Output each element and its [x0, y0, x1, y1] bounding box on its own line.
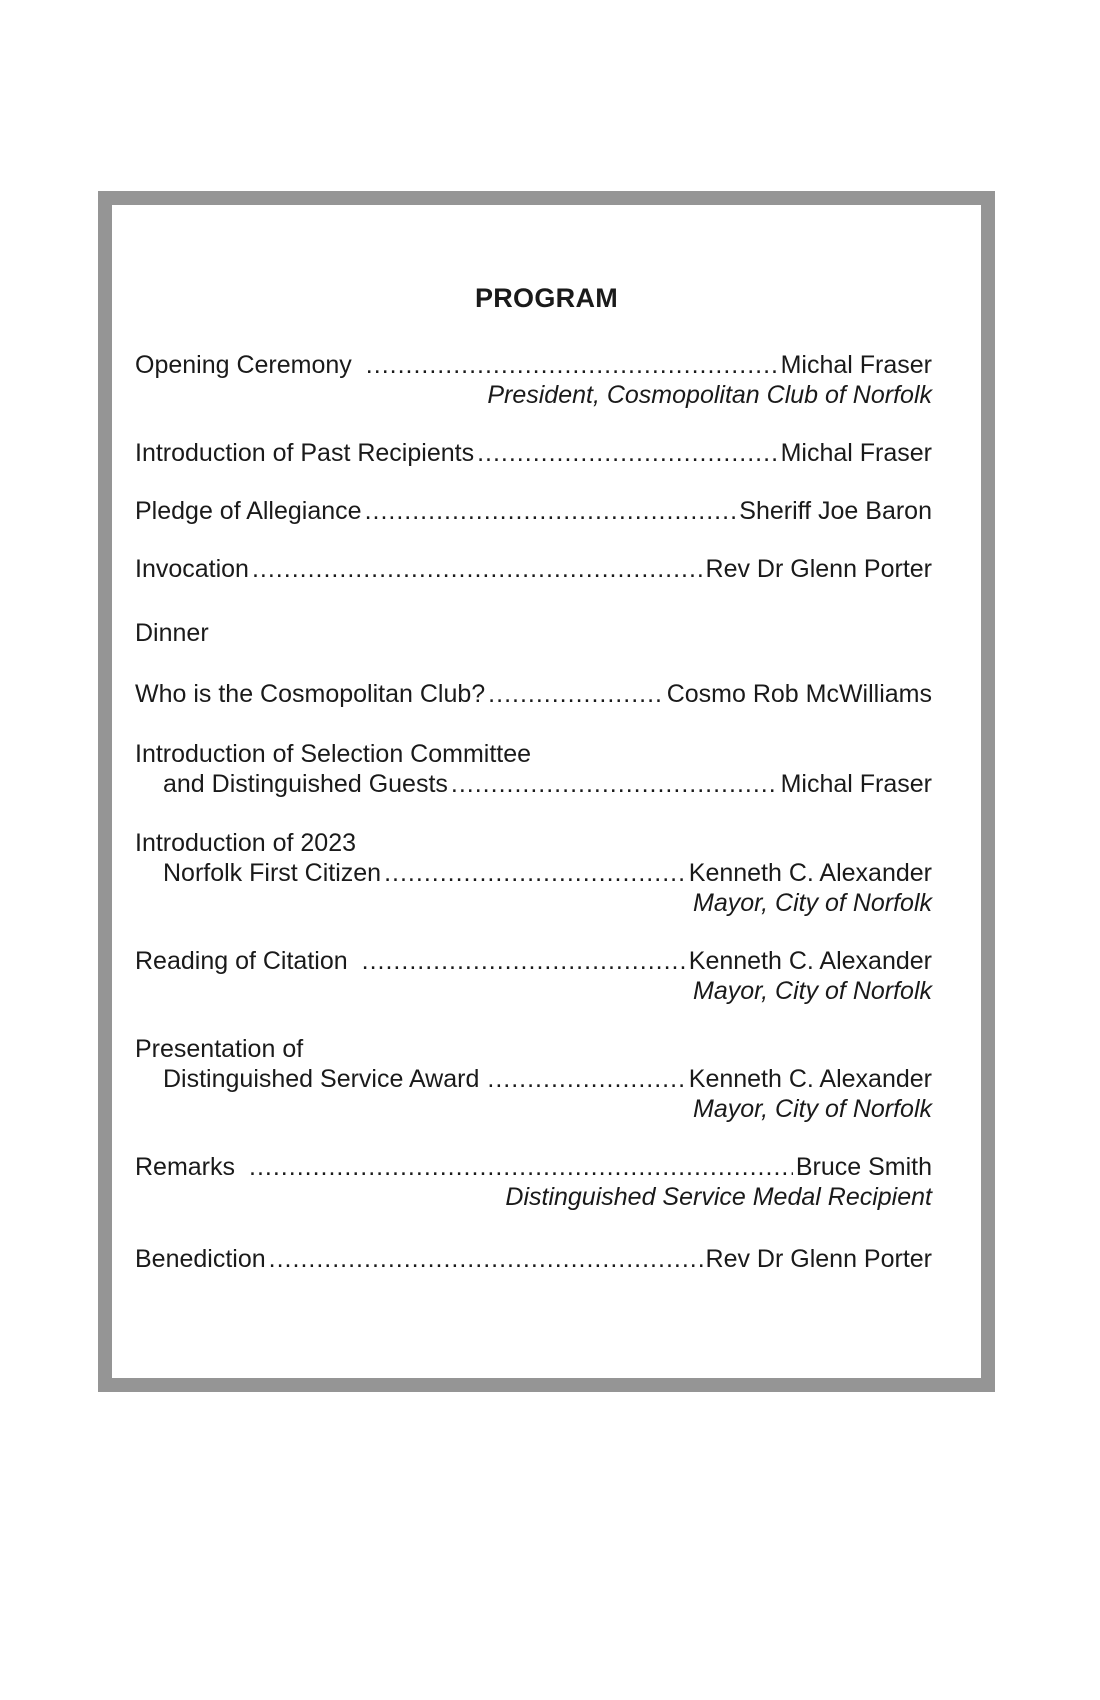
item-presenter: Michal Fraser — [780, 351, 932, 379]
item-label: Pledge of Allegiance — [135, 497, 362, 525]
item-label: Introduction of 2023 — [135, 829, 356, 857]
leader-dots — [365, 496, 737, 526]
item-label: Introduction of Past Recipients — [135, 439, 475, 467]
item-label: Introduction of Selection Committee — [135, 740, 532, 768]
program-item-citation — [135, 946, 932, 1006]
item-presenter-title: Distinguished Service Medal Recipient — [505, 1183, 932, 1211]
item-presenter: Rev Dr Glenn Porter — [705, 555, 932, 583]
leader-dots — [477, 438, 778, 468]
program-list — [98, 191, 995, 1392]
program-item-service-award — [135, 1034, 932, 1124]
item-label: Reading of Citation — [135, 947, 348, 975]
item-label: Remarks — [135, 1153, 236, 1181]
item-label-continued: Distinguished Service Award — [163, 1065, 480, 1093]
program-item-dinner — [135, 618, 932, 648]
leader-dots — [249, 1152, 793, 1182]
item-presenter: Kenneth C. Alexander — [688, 1065, 932, 1093]
leader-dots — [362, 946, 686, 976]
program-item-cosmopolitan-club — [135, 679, 932, 709]
item-presenter-title: Mayor, City of Norfolk — [693, 1095, 932, 1123]
program-title: PROGRAM — [474, 283, 619, 313]
item-presenter: Kenneth C. Alexander — [688, 859, 932, 887]
program-item-benediction — [135, 1244, 932, 1274]
item-label: Dinner — [135, 619, 209, 647]
item-label: Presentation of — [135, 1035, 304, 1063]
item-label-continued: and Distinguished Guests — [163, 770, 448, 798]
leader-dots — [384, 858, 686, 888]
item-presenter: Kenneth C. Alexander — [688, 947, 932, 975]
item-presenter-title: President, Cosmopolitan Club of Norfolk — [487, 381, 932, 409]
leader-dots — [252, 554, 703, 584]
program-item-past-recipients — [135, 438, 932, 468]
item-presenter: Michal Fraser — [780, 439, 932, 467]
item-presenter: Michal Fraser — [780, 770, 932, 798]
program-item-pledge — [135, 496, 932, 526]
item-presenter: Rev Dr Glenn Porter — [705, 1245, 932, 1273]
leader-dots — [487, 1064, 685, 1094]
item-presenter-title: Mayor, City of Norfolk — [693, 889, 932, 917]
program-item-remarks — [135, 1152, 932, 1212]
item-presenter: Bruce Smith — [795, 1153, 932, 1181]
item-label: Benediction — [135, 1245, 266, 1273]
program-item-first-citizen — [135, 828, 932, 918]
program-item-invocation — [135, 554, 932, 584]
leader-dots — [488, 679, 664, 709]
item-label-continued: Norfolk First Citizen — [163, 859, 382, 887]
item-presenter-title: Mayor, City of Norfolk — [693, 977, 932, 1005]
item-presenter: Sheriff Joe Baron — [739, 497, 932, 525]
item-label: Invocation — [135, 555, 249, 583]
item-presenter: Cosmo Rob McWilliams — [666, 680, 932, 708]
leader-dots — [269, 1244, 703, 1274]
program-item-selection-committee — [135, 739, 932, 799]
item-label: Who is the Cosmopolitan Club? — [135, 680, 486, 708]
item-label: Opening Ceremony — [135, 351, 352, 379]
program-item-opening-ceremony — [135, 350, 932, 410]
leader-dots — [451, 769, 778, 799]
leader-dots — [366, 350, 778, 380]
